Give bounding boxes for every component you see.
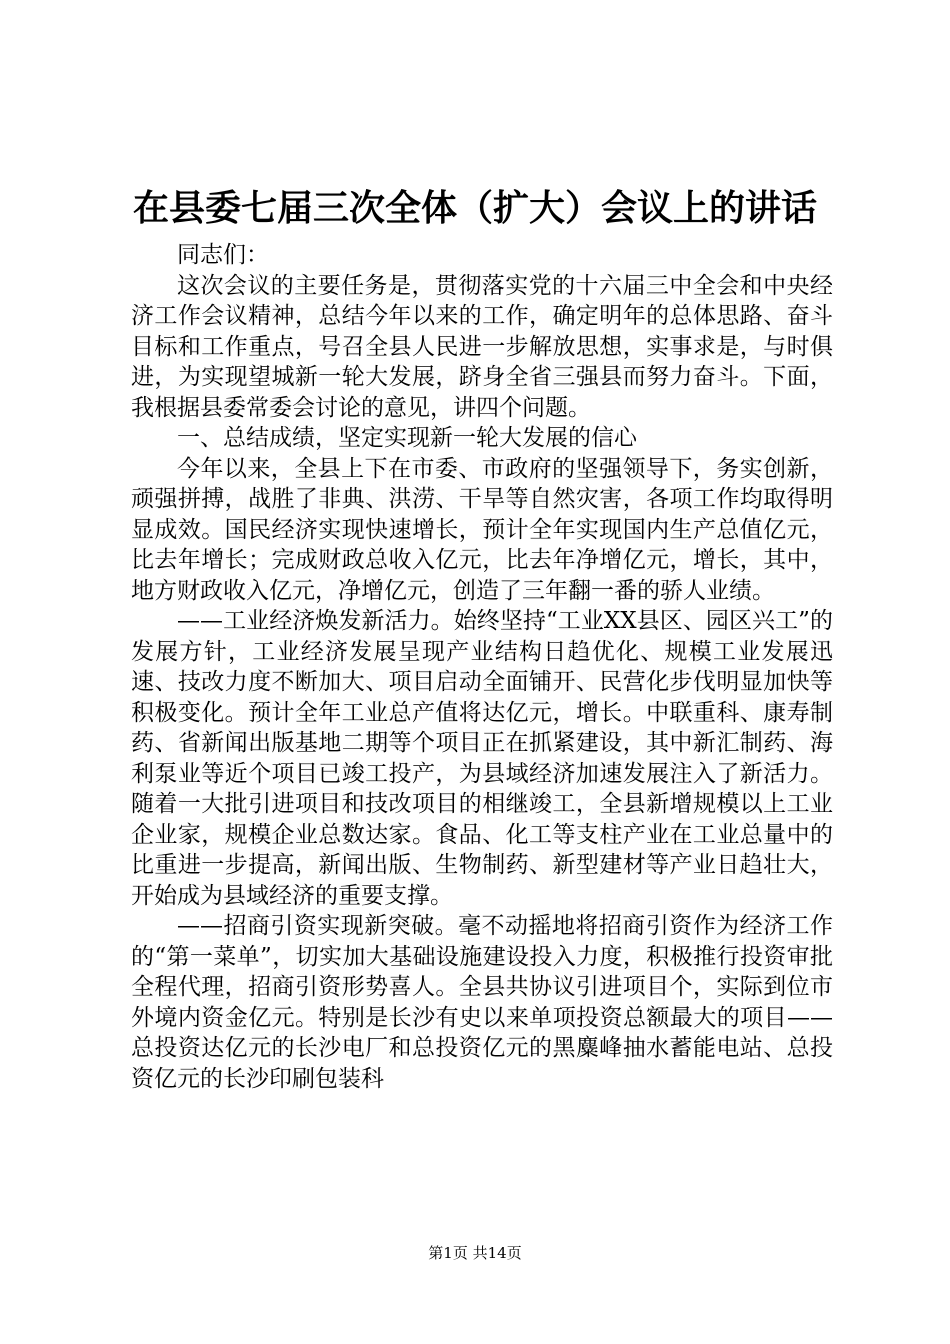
page-footer	[0, 1243, 950, 1263]
body-paragraph: 今年以来，全县上下在市委、市政府的坚强领导下，务实创新，顽强拼搏，战胜了非典、洪涝、干旱等自然灾害，各项工作均取得明显成效。国民经济实现快速增长，预计全年实现国内生产总值亿元，比去年增长；完成财政总收入亿元，比去年净增亿元，增长，其中，地方财政收入亿元，净增亿元，创造了三年翻一番的骄人业绩。	[131, 455, 833, 604]
document-title: 在县委七届三次全体（扩大）会议上的讲话	[132, 187, 817, 229]
body-paragraph: ——招商引资实现新突破。毫不动摇地将招商引资作为经济工作的“第一菜单”，切实加大基础设施建设投入力度，积极推行投资审批全程代理，招商引资形势喜人。全县共协议引进项目个，实际到位市外境内资金亿元。特别是长沙有史以来单项投资总额最大的项目——总投资达亿元的长沙电厂和总投资亿元的黑麋峰抽水蓄能电站、总投资亿元的长沙印刷包装科	[131, 913, 833, 1092]
section-heading: 一、总结成绩，坚定实现新一轮大发展的信心	[177, 425, 637, 451]
page-total: 共14页	[472, 1244, 522, 1262]
page-number: 第1页	[428, 1244, 468, 1262]
body-paragraph: ——工业经济焕发新活力。始终坚持“工业XX县区、园区兴工”的发展方针，工业经济发展呈现产业结构日趋优化、规模工业发展迅速、技改力度不断加大、项目启动全面铺开、民营化步伐明显加快等积极变化。预计全年工业总产值将达亿元，增长。中联重科、康寿制药、省新闻出版基地二期等个项目正在抓紧建设，其中新汇制药、海利泵业等近个项目已竣工投产，为县域经济加速发展注入了新活力。随着一大批引进项目和技改项目的相继竣工，全县新增规模以上工业企业家，规模企业总数达家。食品、化工等支柱产业在工业总量中的比重进一步提高，新闻出版、生物制药、新型建材等产业日趋壮大，开始成为县域经济的重要支撑。	[131, 608, 833, 909]
intro-paragraph: 这次会议的主要任务是，贯彻落实党的十六届三中全会和中央经济工作会议精神，总结今年以来的工作，确定明年的总体思路、奋斗目标和工作重点，号召全县人民进一步解放思想，实事求是，与时俱进，为实现望城新一轮大发展，跻身全省三强县而努力奋斗。下面，我根据县委常委会讨论的意见，讲四个问题。	[131, 272, 833, 421]
salutation-paragraph: 同志们：	[177, 242, 269, 268]
document-body	[131, 240, 833, 1094]
